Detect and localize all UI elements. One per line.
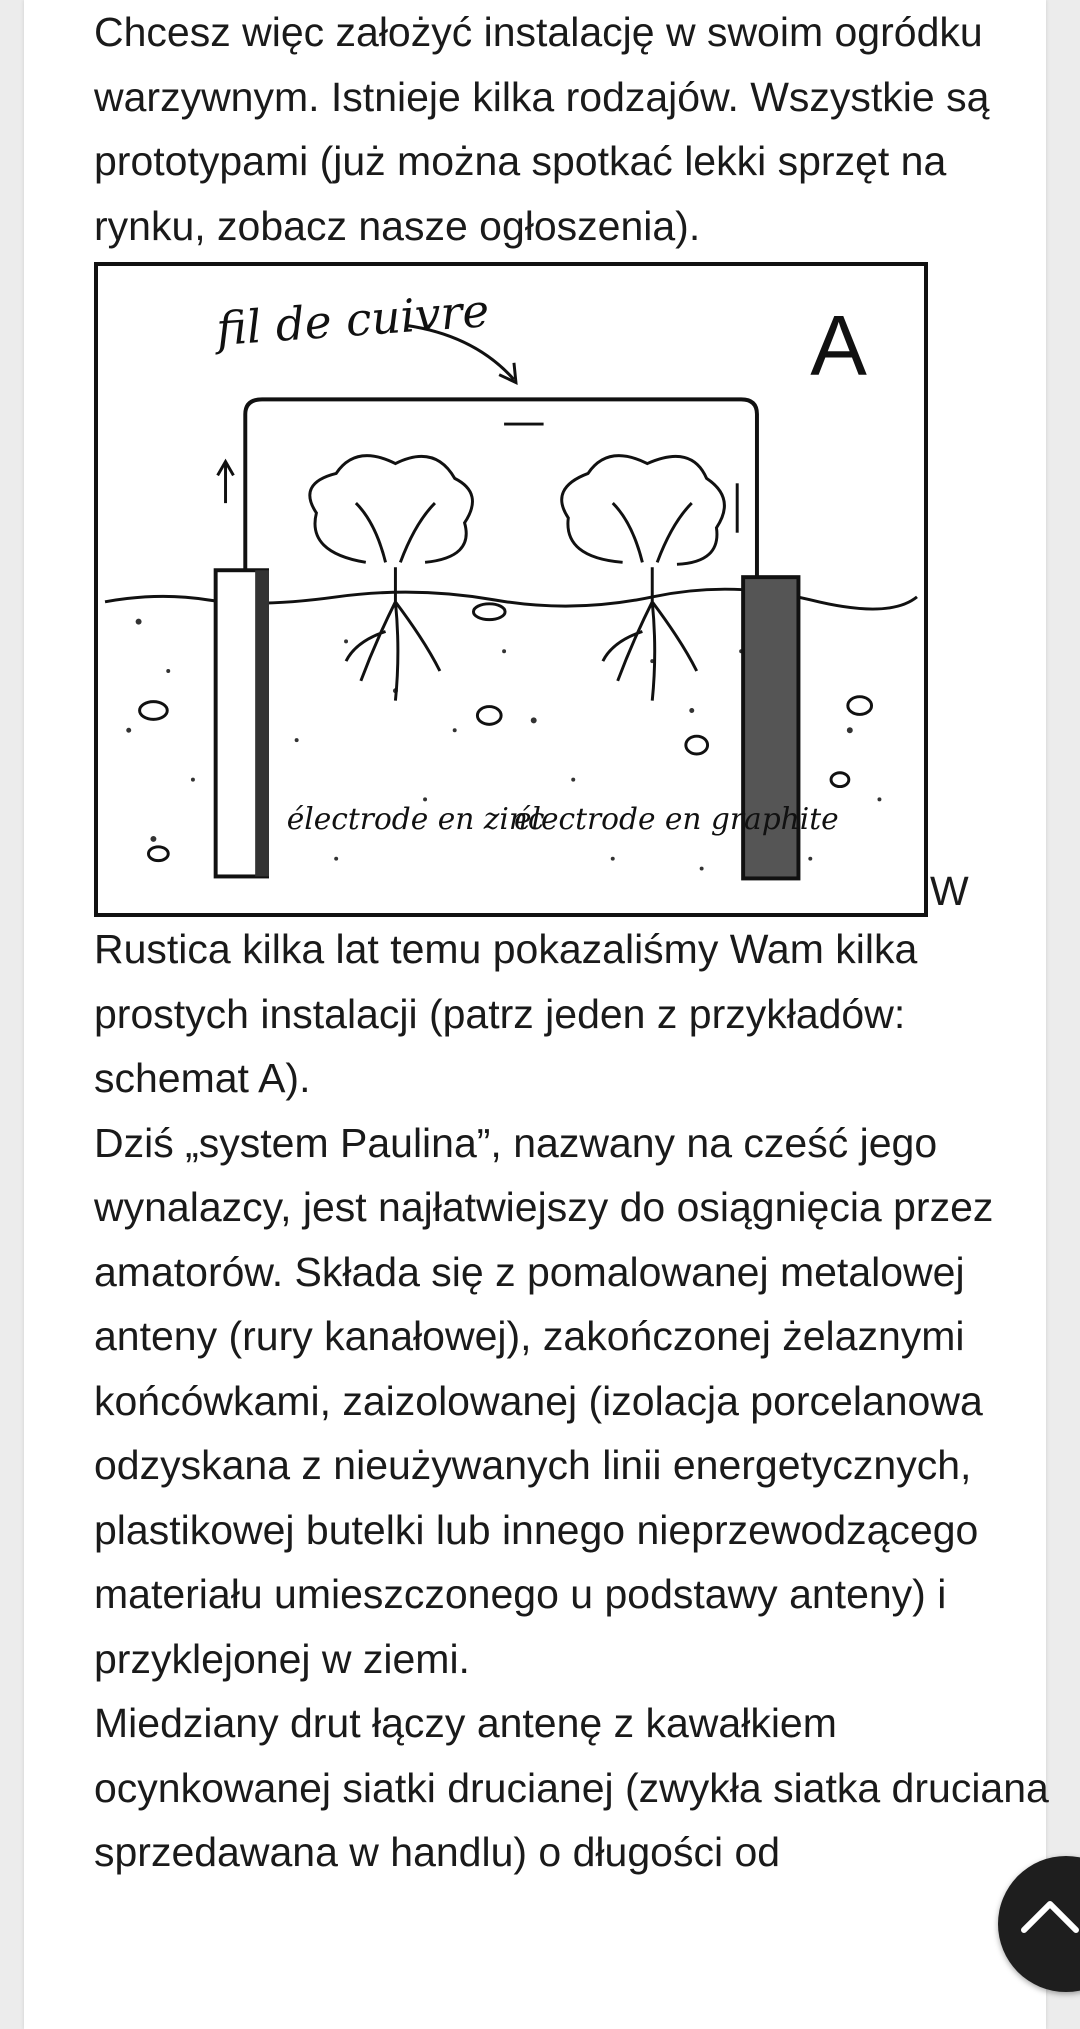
after-figure-paragraph: Rustica kilka lat temu pokazaliśmy Wam kilka prostych instalacji (patrz jeden z przykładów: schemat A). bbox=[94, 926, 918, 1101]
article-body bbox=[94, 0, 1054, 1885]
graphite-electrode-label: électrode en graphite bbox=[513, 801, 839, 837]
intro-paragraph: Chcesz więc założyć instalację w swoim ogródku warzywnym. Istnieje kilka rodzajów. Wszystkie są prototypami (już można spotkać lekki sprzęt na rynku, zobacz nasze ogłoszenia). bbox=[94, 9, 990, 249]
wire-label: fil de cuivre bbox=[214, 284, 491, 356]
article-page bbox=[24, 0, 1049, 2029]
copper-wire-paragraph: Miedziany drut łączy antenę z kawałkiem ocynkowanej siatki drucianej (zwykła siatka druciana sprzedawana w handlu) o długości od bbox=[94, 1700, 1049, 1875]
schema-a-figure bbox=[94, 262, 928, 917]
zinc-electrode-label: électrode en zinc bbox=[286, 801, 545, 837]
figure-trailing-text: W bbox=[930, 867, 969, 914]
figure-corner-label: A bbox=[810, 297, 867, 393]
paulin-system-paragraph: Dziś „system Paulina”, nazwany na cześć jego wynalazcy, jest najłatwiejszy do osiągnięcia przez amatorów. Składa się z pomalowanej metalowej anteny (rury kanałowej), zakończonej żelaznymi końcówkami, zaizolowanej (izolacja porcelanowa odzyskana z nieużywanych linii energetycznych, plastikowej butelki lub innego nieprzewodzącego materiału umieszczonego u podstawy anteny) i przyklejonej w ziemi. bbox=[94, 1119, 994, 1682]
chevron-up-icon bbox=[1018, 1896, 1080, 1936]
figure-line bbox=[94, 254, 1054, 917]
